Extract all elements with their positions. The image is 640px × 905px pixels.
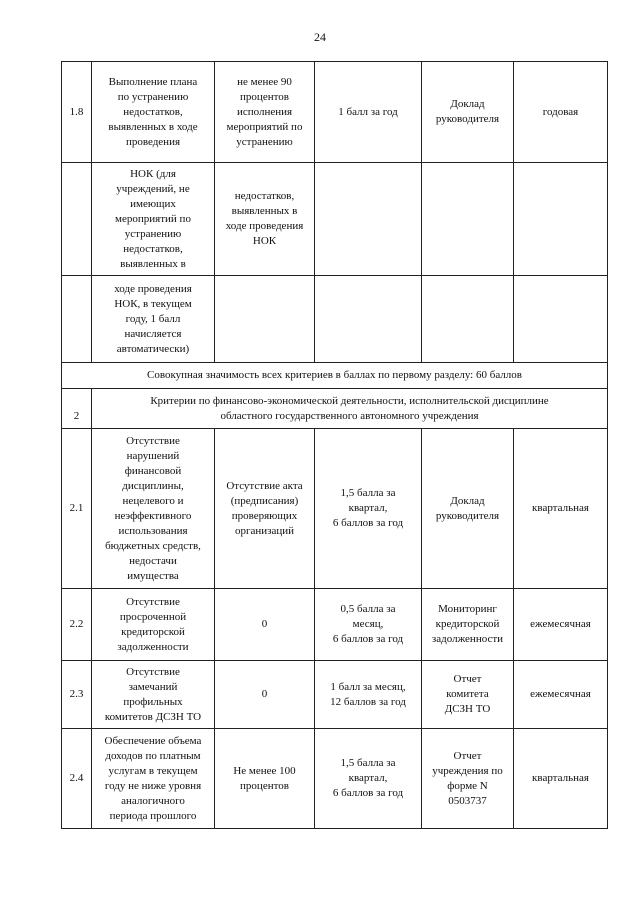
text-line: имеющих — [130, 197, 176, 210]
source-cell — [422, 729, 514, 829]
text-line: ходе проведения — [225, 220, 304, 232]
row-number: 2.4 — [62, 729, 92, 829]
text-line: финансовой — [124, 464, 182, 477]
indicator-cell: 0 — [215, 589, 315, 661]
period-cell: квартальная — [514, 729, 608, 829]
text-line: устранению — [236, 135, 293, 148]
text-line: просроченной — [119, 610, 187, 623]
table-row — [62, 661, 608, 729]
text-line: выявленных в ходе — [108, 120, 198, 133]
score-cell — [315, 729, 422, 829]
text-line: задолженности — [431, 633, 504, 645]
text-line: Обеспечение объема — [104, 734, 202, 747]
text-line: 1,5 балла за — [340, 487, 396, 499]
text-line: услугам в текущем — [108, 764, 198, 777]
row-number — [62, 276, 92, 363]
text-line: замечаний — [128, 680, 178, 693]
table-row — [62, 276, 608, 363]
text-line: Отчет — [453, 673, 482, 685]
text-line: учреждений, не — [116, 182, 190, 195]
row-number: 2.2 — [62, 589, 92, 661]
text-line: 0,5 балла за — [340, 603, 396, 615]
table-row — [62, 363, 608, 389]
text-line: месяц, — [352, 618, 384, 630]
text-line: аналогичного — [121, 794, 185, 807]
table-row — [62, 429, 608, 589]
text-line: Отсутствие — [126, 665, 180, 678]
text-line: автоматически) — [116, 342, 190, 355]
criteria-table — [61, 61, 608, 829]
text-line: проверяющих — [231, 509, 298, 522]
table-row — [62, 589, 608, 661]
score-cell: 1 балл за год — [315, 62, 422, 163]
text-line: году не ниже уровня — [104, 779, 202, 792]
text-line: 6 баллов за год — [332, 633, 404, 645]
text-line: недостатков, — [123, 105, 183, 118]
row-number: 2.1 — [62, 429, 92, 589]
table-row — [62, 389, 608, 429]
text-line: квартал, — [348, 502, 388, 514]
text-line: задолженности — [117, 640, 189, 653]
text-line: бюджетных средств, — [105, 539, 201, 552]
period-cell: квартальная — [514, 429, 608, 589]
indicator-cell — [215, 729, 315, 829]
text-line: недостатков, — [234, 190, 295, 202]
score-cell — [315, 276, 422, 363]
source-cell — [422, 163, 514, 276]
text-line: Отсутствие акта — [226, 479, 303, 492]
source-cell — [422, 62, 514, 163]
text-line: Критерии по финансово-экономической деятельности, исполнительской дисциплине — [150, 394, 549, 407]
text-line: проведения — [125, 135, 181, 148]
text-line: дисциплины, — [122, 479, 184, 492]
text-line: НОК (для — [130, 167, 176, 180]
indicator-cell — [215, 62, 315, 163]
text-line: учреждения по — [432, 764, 503, 777]
text-line: не менее 90 — [237, 75, 292, 88]
text-line: руководителя — [435, 113, 500, 125]
text-line: организаций — [234, 524, 295, 537]
score-cell — [315, 661, 422, 729]
section-total: Совокупная значимость всех критериев в баллах по первому разделу: 60 баллов — [62, 363, 608, 389]
criterion-cell — [92, 62, 215, 163]
source-cell — [422, 589, 514, 661]
indicator-cell — [215, 163, 315, 276]
text-line: выявленных в — [120, 257, 186, 270]
period-cell — [514, 163, 608, 276]
text-line: недостачи — [129, 554, 177, 567]
text-line: 1 балл за месяц, — [330, 680, 406, 693]
page-number: 24 — [314, 30, 326, 44]
criterion-cell — [92, 729, 215, 829]
text-line: году, 1 балл — [125, 312, 181, 325]
text-line: периода прошлого — [109, 809, 197, 822]
indicator-cell: 0 — [215, 661, 315, 729]
section-title — [92, 389, 608, 429]
text-line: устранению — [124, 227, 182, 240]
text-line: 12 баллов за год — [330, 695, 406, 708]
text-line: областного государственного автономного учреждения — [220, 409, 479, 422]
row-number — [62, 163, 92, 276]
text-line: 6 баллов за год — [332, 787, 404, 799]
source-cell — [422, 429, 514, 589]
text-line: руководителя — [435, 509, 500, 522]
criterion-cell — [92, 276, 215, 363]
text-line: имущества — [127, 569, 179, 582]
indicator-cell — [215, 429, 315, 589]
section-number: 2 — [62, 389, 92, 429]
criterion-cell — [92, 429, 215, 589]
table-row — [62, 729, 608, 829]
text-line: квартал, — [348, 772, 388, 784]
text-line: Выполнение плана — [108, 75, 198, 88]
source-cell — [422, 276, 514, 363]
text-line: неэффективного — [114, 509, 192, 522]
text-line: Доклад — [450, 494, 485, 507]
text-line: недостатков, — [123, 242, 183, 255]
text-line: 0503737 — [448, 794, 487, 807]
criterion-cell — [92, 163, 215, 276]
text-line: ДСЗН ТО — [444, 703, 491, 715]
criterion-cell — [92, 661, 215, 729]
text-line: Отсутствие — [126, 595, 180, 608]
score-cell — [315, 429, 422, 589]
text-line: выявленных в — [231, 205, 298, 217]
indicator-cell — [215, 276, 315, 363]
text-line: процентов — [240, 90, 289, 103]
period-cell: ежемесячная — [514, 661, 608, 729]
period-cell: ежемесячная — [514, 589, 608, 661]
text-line: (предписания) — [230, 494, 299, 507]
text-line: Отсутствие — [126, 434, 180, 447]
period-cell: годовая — [514, 62, 608, 163]
text-line: профильных — [123, 695, 183, 708]
text-line: начисляется — [124, 327, 182, 340]
text-line: 6 баллов за год — [332, 517, 404, 529]
text-line: комитетов ДСЗН ТО — [104, 710, 202, 723]
text-line: нецелевого и — [122, 494, 184, 507]
text-line: мероприятий по — [226, 120, 303, 133]
row-number: 1.8 — [62, 62, 92, 163]
text-line: доходов по платным — [105, 749, 201, 762]
text-line: Мониторинг — [438, 603, 497, 615]
text-line: НОК, в текущем — [114, 297, 192, 310]
period-cell — [514, 276, 608, 363]
score-cell — [315, 163, 422, 276]
row-number: 2.3 — [62, 661, 92, 729]
table-row — [62, 62, 608, 163]
text-line: исполнения — [236, 105, 293, 118]
text-line: 1,5 балла за — [340, 757, 396, 769]
text-line: мероприятий по — [115, 212, 191, 225]
text-line: комитета — [446, 688, 489, 700]
text-line: кредиторской — [435, 618, 500, 630]
text-line: процентов — [240, 779, 289, 792]
table-row — [62, 163, 608, 276]
source-cell — [422, 661, 514, 729]
text-line: ходе проведения — [114, 282, 192, 295]
text-line: форме N — [447, 779, 488, 792]
text-line: Не менее 100 — [233, 764, 296, 777]
text-line: Доклад — [450, 98, 485, 110]
text-line: кредиторской — [121, 625, 185, 638]
text-line: НОК — [252, 235, 277, 247]
text-line: Отчет — [453, 749, 482, 762]
text-line: использования — [118, 524, 188, 537]
text-line: по устранению — [117, 90, 189, 103]
score-cell — [315, 589, 422, 661]
text-line: нарушений — [126, 449, 180, 462]
criterion-cell — [92, 589, 215, 661]
